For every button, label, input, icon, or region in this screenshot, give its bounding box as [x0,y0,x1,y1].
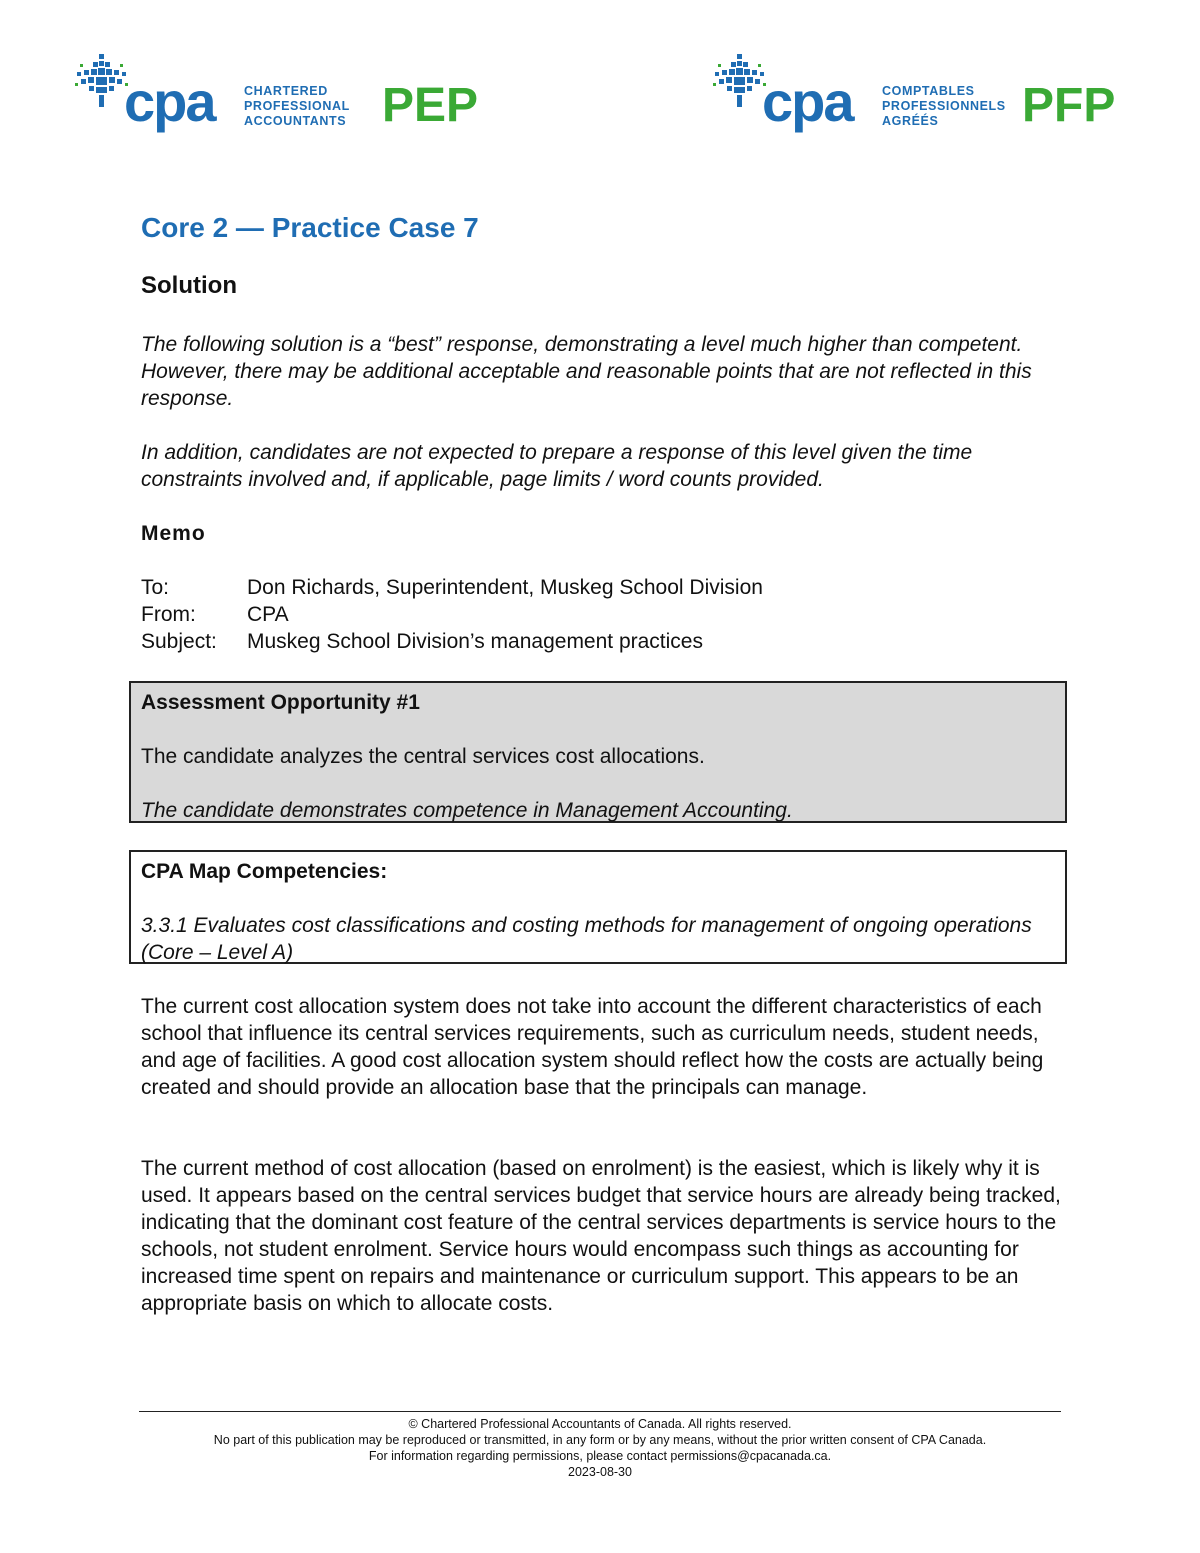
logo-subtitle-line: COMPTABLES [882,84,975,98]
maple-leaf-icon [710,52,770,114]
memo-header-block [141,574,763,655]
maple-leaf-icon [72,52,132,114]
assessment-competence-text: The candidate demonstrates competence in Management Accounting. [141,799,793,822]
cpa-wordmark: cpa [762,70,853,133]
competencies-heading: CPA Map Competencies: [141,860,388,883]
logo-cpa-english [72,52,492,142]
footer-date: 2023-08-30 [568,1465,632,1479]
program-label-pfp: PFP [1022,79,1116,132]
assessment-heading: Assessment Opportunity #1 [141,691,420,714]
memo-value: CPA [247,603,289,626]
memo-heading: Memo [141,522,206,545]
assessment-text: The candidate analyzes the central services cost allocations. [141,745,705,768]
logo-subtitle [882,84,1006,129]
logo-subtitle [244,84,350,129]
memo-value: Muskeg School Division’s management practices [247,630,703,653]
assessment-opportunity-box [129,681,1067,823]
intro-paragraph: In addition, candidates are not expected to prepare a response of this level given the time constraints involved and, if applicable, page limits / word counts provided. [141,441,973,491]
program-label-pep: PEP [382,79,479,132]
memo-row-subject [141,628,763,655]
competency-item: 3.3.1 Evaluates cost classifications and costing methods for management of ongoing operations (Core – Level A) [141,914,1032,964]
cpa-map-competencies-box [129,850,1067,964]
footer [139,1416,1061,1480]
intro-paragraph: The following solution is a “best” response, demonstrating a level much higher than competent. However, there may be additional acceptable and reasonable points that are not reflected in this response. [141,333,1032,410]
logo-subtitle-line: PROFESSIONAL [244,99,350,113]
cpa-wordmark: cpa [124,70,215,133]
logo-subtitle-line: CHARTERED [244,84,328,98]
logo-subtitle-line: ACCOUNTANTS [244,114,347,128]
memo-label: Subject: [141,630,217,653]
footer-permissions: For information regarding permissions, please contact permissions@cpacanada.ca. [368,1449,832,1463]
memo-label: To: [141,576,170,599]
memo-row-from [141,601,763,628]
body-paragraph: The current method of cost allocation (based on enrolment) is the easiest, which is likely why it is used. It appears based on the central services budget that service hours are already being tracked, indicating that the dominant cost feature of the central services departments is service hours to the schools, not student enrolment. Service hours would encompass such things as accounting for increased time spent on repairs and maintenance or curriculum support. This appears to be an appropriate basis on which to allocate costs. [141,1157,1061,1315]
footer-copyright: © Chartered Professional Accountants of Canada. All rights reserved. [408,1417,792,1431]
memo-row-to [141,574,763,601]
section-heading: Solution [141,272,237,299]
logo-cpa-french [710,52,1130,142]
body-paragraph: The current cost allocation system does not take into account the different characteristics of each school that influence its central services requirements, such as curriculum needs, student needs, and age of facilities. A good cost allocation system should reflect how the costs are actually being created and should provide an allocation base that the principals can manage. [141,995,1044,1099]
memo-value: Don Richards, Superintendent, Muskeg School Division [247,576,763,599]
footer-divider [139,1411,1061,1412]
memo-label: From: [141,603,196,626]
footer-notice: No part of this publication may be reproduced or transmitted, in any form or by any means, without the prior written consent of CPA Canada. [213,1433,987,1447]
logo-subtitle-line: PROFESSIONNELS [882,99,1006,113]
page-title: Core 2 — Practice Case 7 [141,212,479,243]
logo-subtitle-line: AGRÉÉS [882,114,939,128]
